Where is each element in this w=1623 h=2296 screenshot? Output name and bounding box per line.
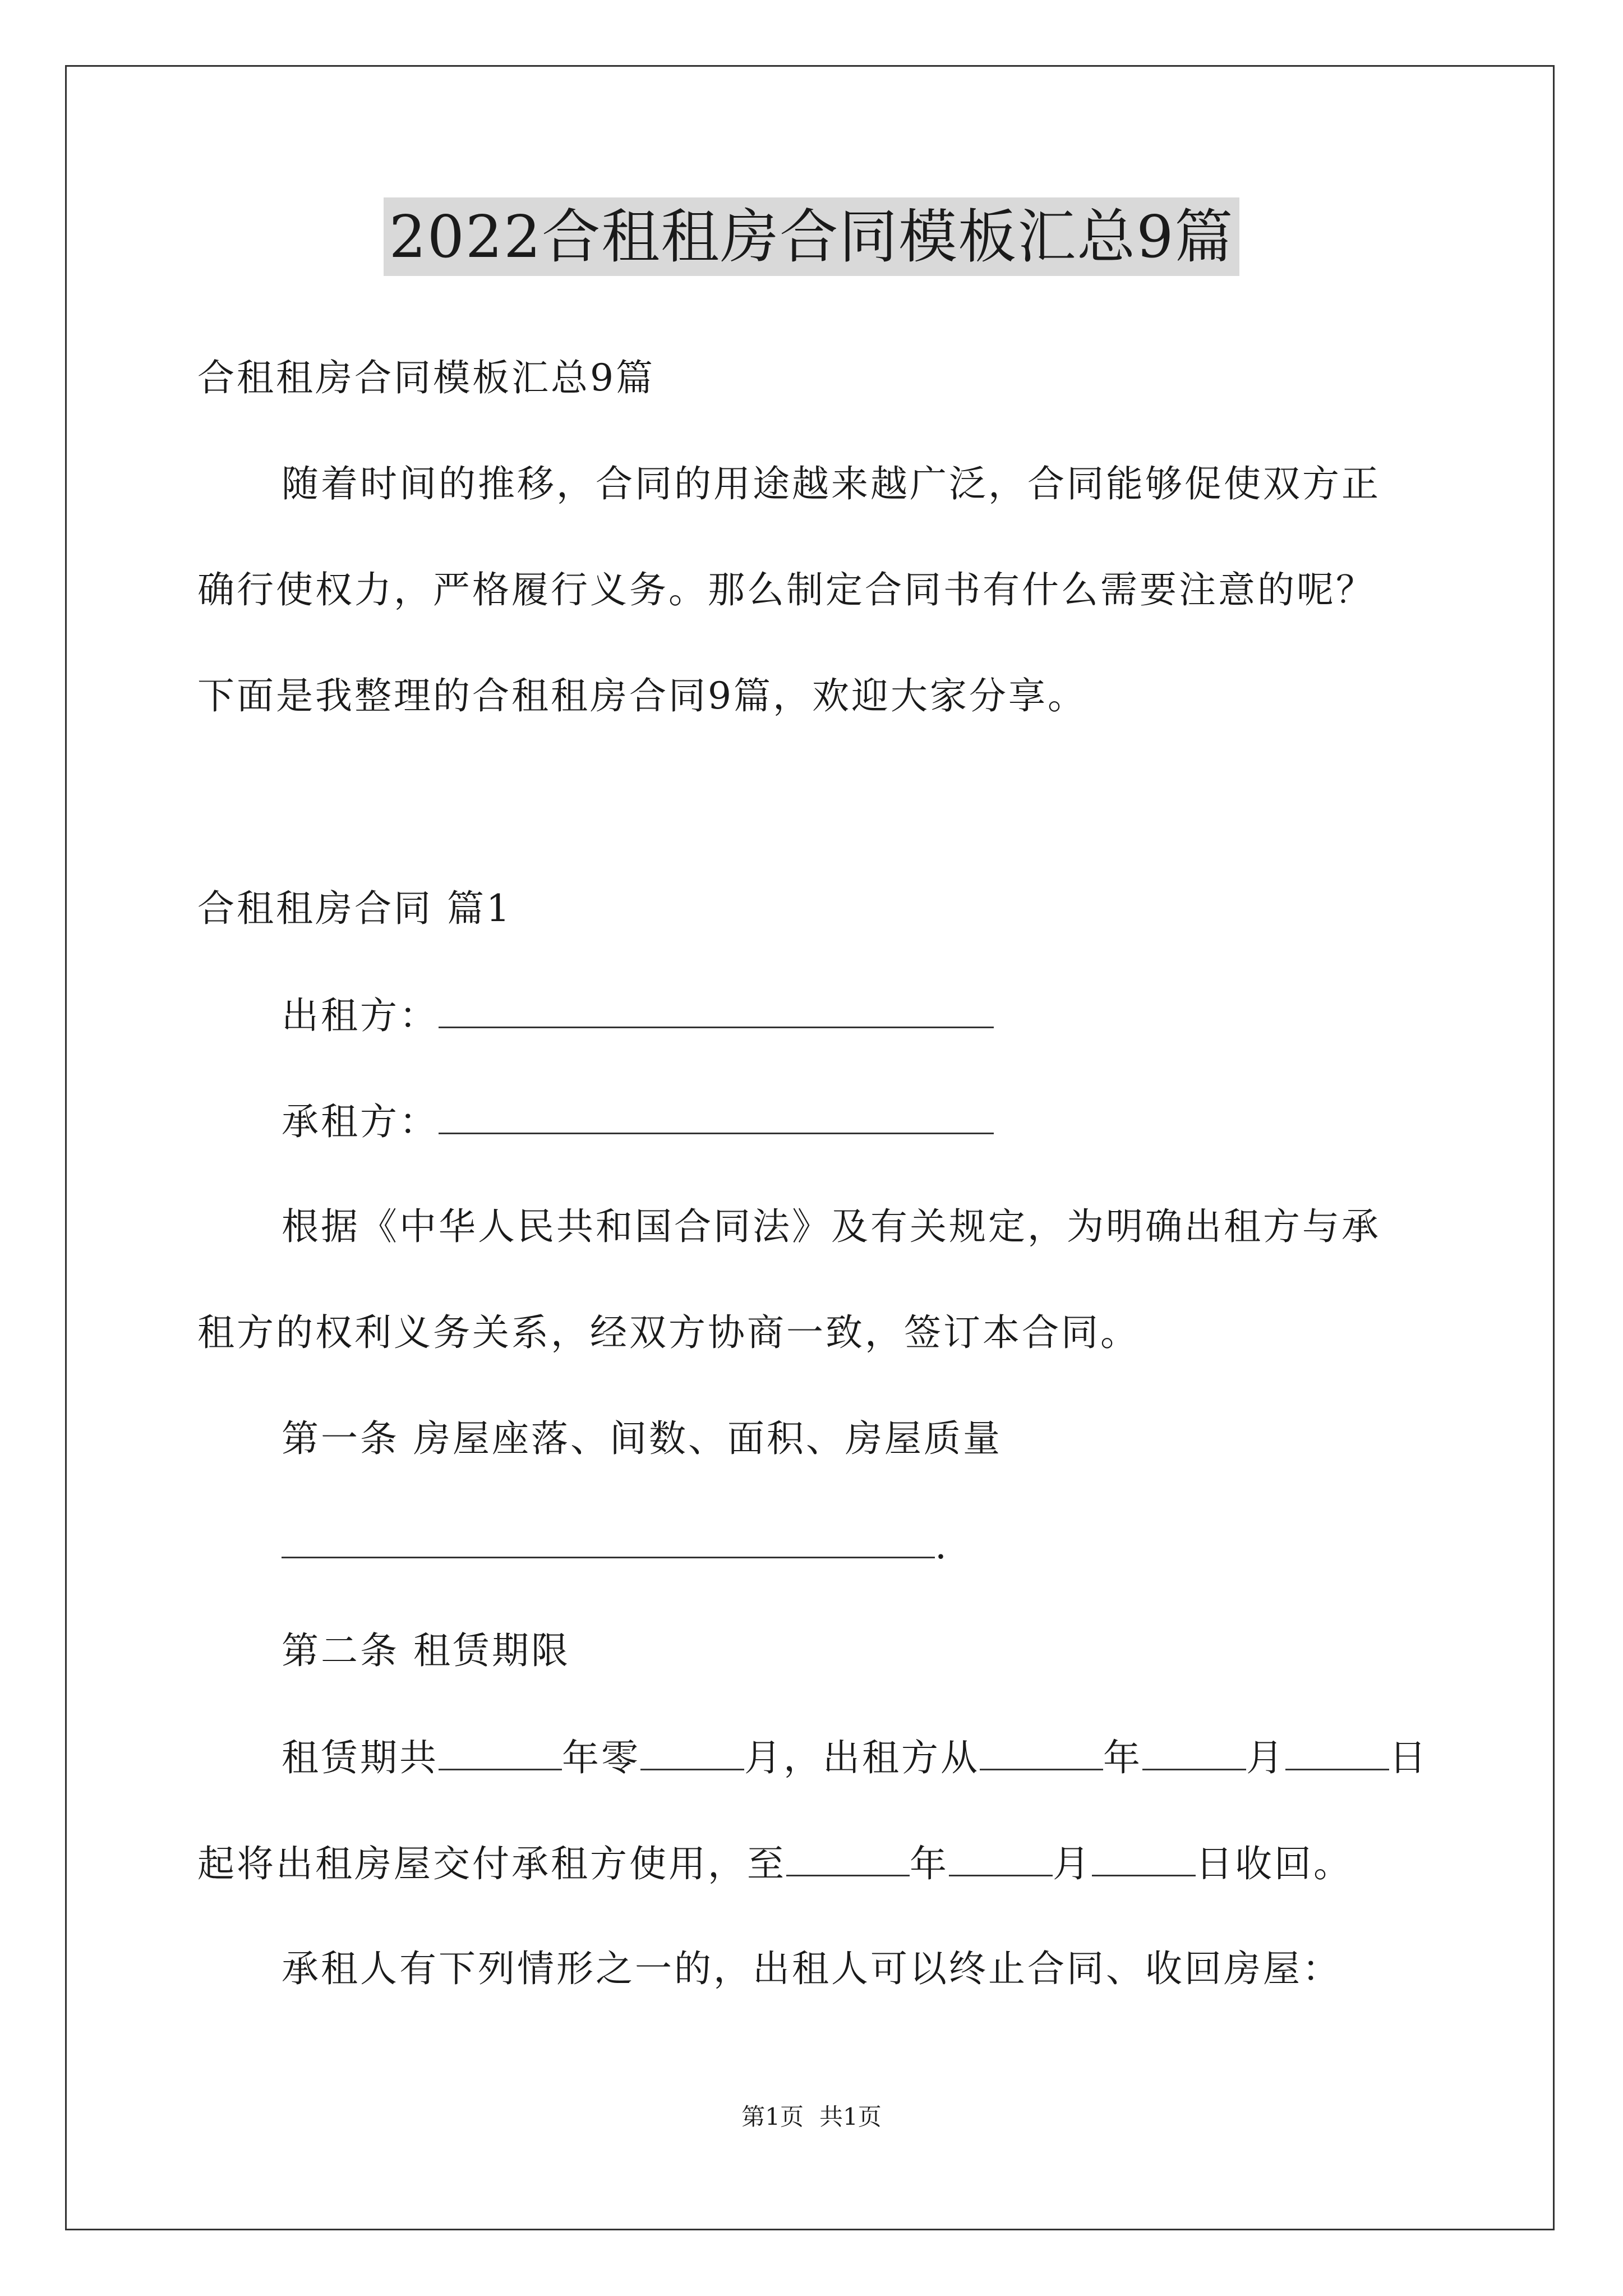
term-months-blank[interactable] [640, 1732, 744, 1770]
document-title: 2022合租租房合同模板汇总9篇 [384, 197, 1240, 276]
lessor-row [282, 990, 994, 1041]
term-text-4: 年 [1103, 1736, 1142, 1779]
start-year-blank[interactable] [980, 1732, 1103, 1770]
footer-total-pages: 共1页 [819, 2103, 882, 2131]
start-day-blank[interactable] [1285, 1732, 1389, 1770]
lessee-row [282, 1096, 994, 1147]
document-subtitle: 合租租房合同模板汇总9篇 [197, 356, 655, 399]
page-footer [0, 2100, 1623, 2134]
term-text-3: 月，出租方从 [744, 1736, 980, 1779]
term-text-6: 日 [1389, 1736, 1428, 1779]
footer-page-number: 第1页 [741, 2103, 804, 2131]
article-1-blank[interactable] [282, 1520, 935, 1558]
intro-line-1: 随着时间的推移，合同的用途越来越广泛，合同能够促使双方正 [282, 462, 1381, 505]
lessor-label: 出租方： [282, 994, 439, 1037]
term-years-blank[interactable] [439, 1732, 562, 1770]
section-heading: 合租租房合同 篇1 [197, 887, 512, 930]
termination-line: 承租人有下列情形之一的，出租人可以终止合同、收回房屋： [282, 1947, 1341, 1990]
article-2-heading: 第二条 租赁期限 [282, 1629, 570, 1672]
article-1-fill-row [282, 1520, 949, 1571]
basis-line-2: 租方的权利义务关系，经双方协商一致，签订本合同。 [197, 1311, 1140, 1354]
end-day-blank[interactable] [1092, 1838, 1196, 1876]
end-year-blank[interactable] [786, 1838, 910, 1876]
intro-line-2: 确行使权力，严格履行义务。那么制定合同书有什么需要注意的呢？ [197, 568, 1375, 611]
term2-text-3: 月 [1053, 1842, 1092, 1885]
end-month-blank[interactable] [949, 1838, 1053, 1876]
lessee-label: 承租方： [282, 1100, 439, 1143]
term-text-5: 月 [1246, 1736, 1285, 1779]
term-line-1 [282, 1732, 1428, 1783]
article-1-period: . [935, 1524, 949, 1567]
term2-text-2: 年 [910, 1842, 949, 1885]
term-line-2 [197, 1838, 1353, 1889]
lessee-blank[interactable] [439, 1096, 994, 1134]
title-container [0, 197, 1623, 276]
term2-text-1: 起将出租房屋交付承租方使用，至 [197, 1842, 786, 1885]
article-1-heading: 第一条 房屋座落、间数、面积、房屋质量 [282, 1417, 1002, 1460]
start-month-blank[interactable] [1142, 1732, 1246, 1770]
intro-line-3: 下面是我整理的合租租房合同9篇，欢迎大家分享。 [197, 674, 1087, 717]
term2-text-4: 日收回。 [1196, 1842, 1353, 1885]
term-text-2: 年零 [562, 1736, 640, 1779]
lessor-blank[interactable] [439, 990, 994, 1028]
term-text-1: 租赁期共 [282, 1736, 439, 1779]
basis-line-1: 根据《中华人民共和国合同法》及有关规定，为明确出租方与承 [282, 1205, 1381, 1248]
